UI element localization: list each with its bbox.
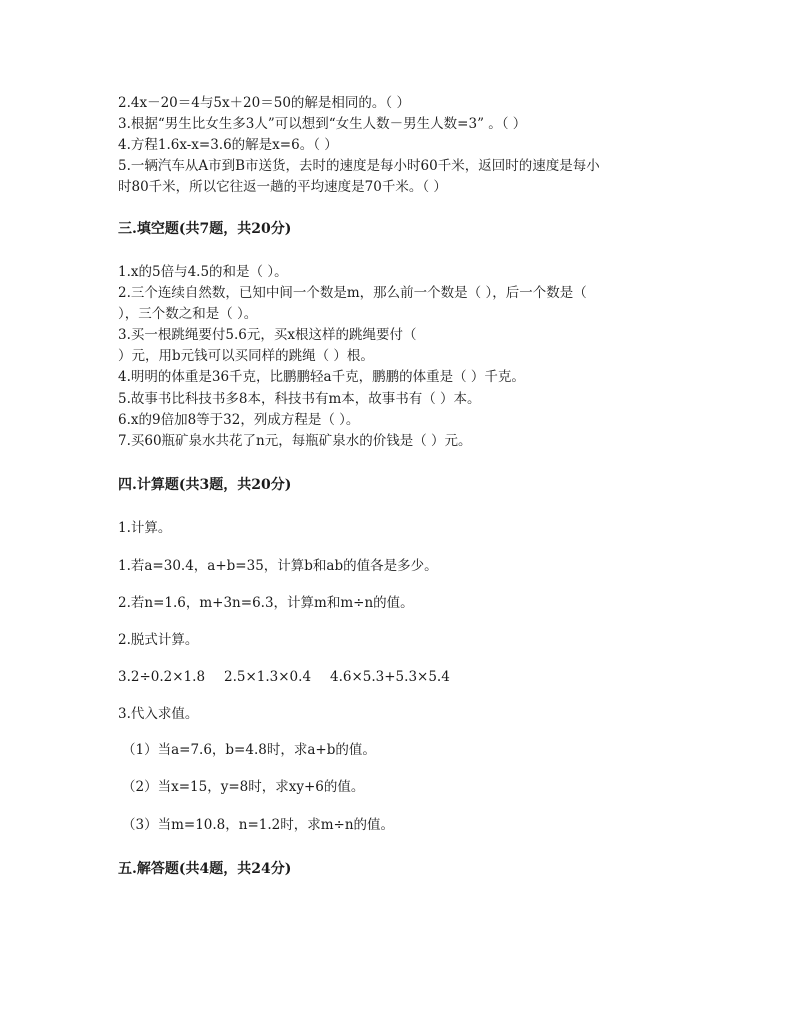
calc-part-3-title: 3.代入求值。 xyxy=(118,706,199,722)
fill-question-2-line-1: 2.三个连续自然数，已知中间一个数是m，那么前一个数是（ ），后一个数是（ xyxy=(118,285,587,301)
fill-question-3-line-1: 3.买一根跳绳要付5.6元，买x根这样的跳绳要付（ xyxy=(118,327,417,343)
judgement-question-4: 4.方程1.6x-x=3.6的解是x=6。（ ） xyxy=(118,137,338,153)
fill-question-1: 1.x的5倍与4.5的和是（ ）。 xyxy=(118,264,288,280)
calc-part-3-item-2: （2）当x=15，y=8时，求xy+6的值。 xyxy=(122,779,365,795)
calc-part-1-item-a: 1.若a=30.4，a+b=35，计算b和ab的值各是多少。 xyxy=(118,558,438,574)
section-5-heading: 五.解答题(共4题，共24分) xyxy=(118,861,292,877)
fill-question-4: 4.明明的体重是36千克，比鹏鹏轻a千克，鹏鹏的体重是（ ）千克。 xyxy=(118,369,525,385)
calc-part-3-item-3: （3）当m=10.8，n=1.2时，求m÷n的值。 xyxy=(122,817,395,833)
fill-question-7: 7.买60瓶矿泉水共花了n元，每瓶矿泉水的价钱是（ ）元。 xyxy=(118,433,472,449)
judgement-question-5-line-2: 时80千米，所以它往返一趟的平均速度是70千米。（ ） xyxy=(118,179,447,195)
fill-question-3-line-2: ）元，用b元钱可以买同样的跳绳（ ）根。 xyxy=(118,348,374,364)
calc-part-1-title: 1.计算。 xyxy=(118,520,172,536)
judgement-question-5-line-1: 5.一辆汽车从A市到B市送货，去时的速度是每小时60千米，返回时的速度是每小 xyxy=(118,158,600,174)
expression-3: 4.6×5.3+5.3×5.4 xyxy=(330,669,450,685)
fill-question-6: 6.x的9倍加8等于32，列成方程是（ ）。 xyxy=(118,412,360,428)
section-4-heading: 四.计算题(共3题，共20分) xyxy=(118,477,292,493)
judgement-question-2: 2.4x－20＝4与5x＋20＝50的解是相同的。（ ） xyxy=(118,95,410,111)
judgement-question-3: 3.根据“男生比女生多3人”可以想到“女生人数－男生人数=3” 。（ ） xyxy=(118,116,527,132)
fill-question-5: 5.故事书比科技书多8本，科技书有m本，故事书有（ ）本。 xyxy=(118,391,481,407)
calc-part-2-expressions xyxy=(118,667,450,687)
expression-2: 2.5×1.3×0.4 xyxy=(224,669,312,685)
section-3-heading: 三.填空题(共7题，共20分) xyxy=(118,221,292,237)
calc-part-3-item-1: （1）当a=7.6，b=4.8时，求a+b的值。 xyxy=(122,742,376,758)
calc-part-2-title: 2.脱式计算。 xyxy=(118,632,199,648)
calc-part-1-item-b: 2.若n=1.6，m+3n=6.3，计算m和m÷n的值。 xyxy=(118,595,414,611)
expression-1: 3.2÷0.2×1.8 xyxy=(118,669,206,685)
fill-question-2-line-2: ），三个数之和是（ ）。 xyxy=(118,306,258,322)
